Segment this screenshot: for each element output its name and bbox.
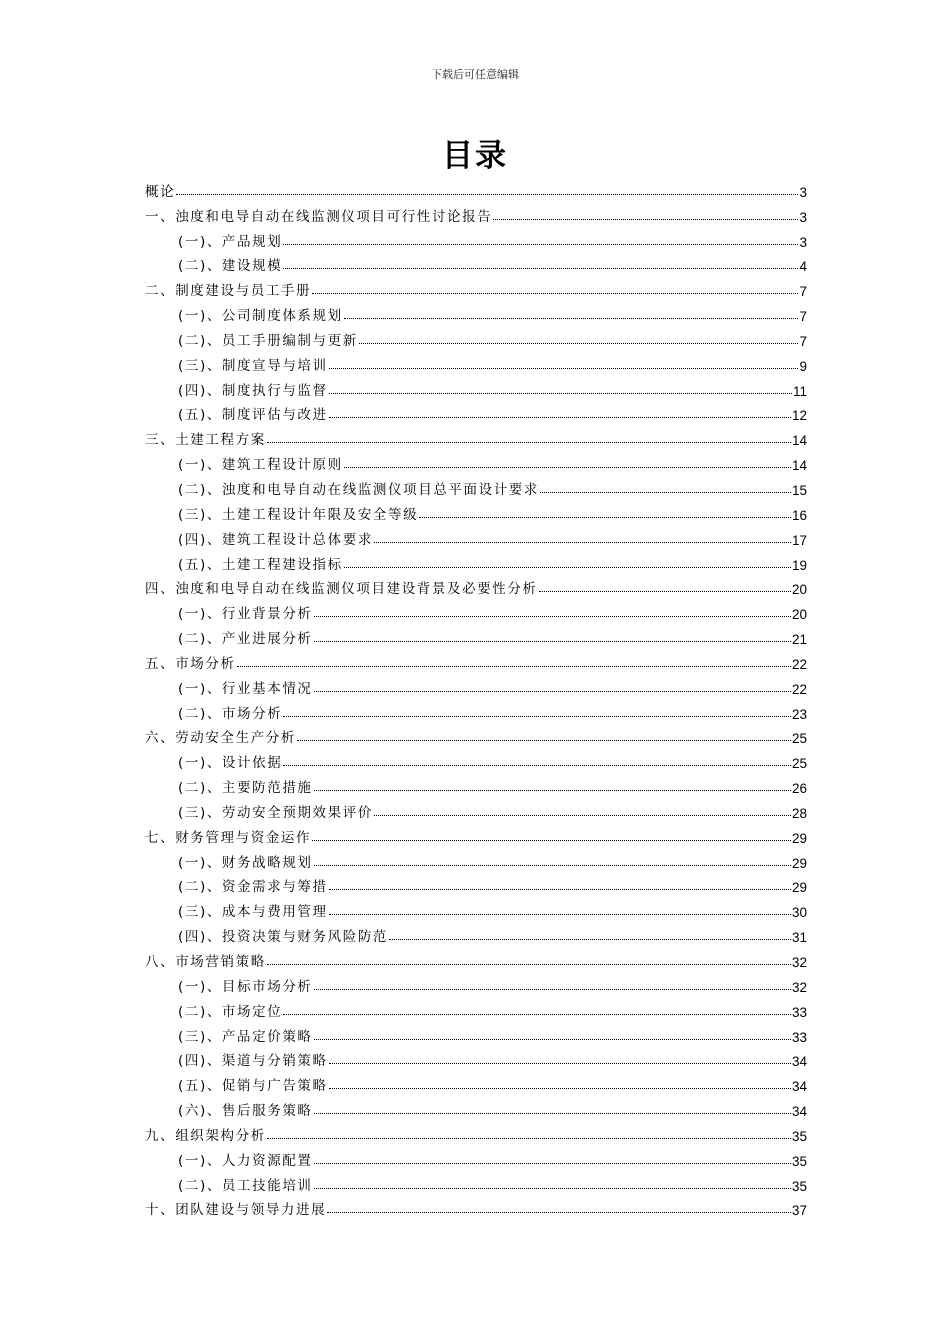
toc-entry[interactable]	[145, 1045, 807, 1070]
toc-leader-dots	[267, 964, 791, 965]
toc-entry-title: (三)、土建工程设计年限及安全等级	[178, 506, 419, 523]
toc-entry-title: (三)、制度宣导与培训	[178, 357, 328, 374]
toc-entry-title: (四)、制度执行与监督	[178, 382, 328, 399]
toc-entry[interactable]	[145, 349, 807, 374]
toc-entry[interactable]	[145, 374, 807, 399]
toc-page-number: 7	[799, 333, 807, 349]
toc-entry-title: (一)、设计依据	[178, 755, 283, 772]
toc-entry-title: (五)、促销与广告策略	[178, 1078, 328, 1095]
toc-page-number: 14	[791, 458, 807, 474]
toc-page-number: 23	[791, 706, 807, 722]
toc-leader-dots	[283, 1014, 791, 1015]
toc-leader-dots	[374, 815, 791, 816]
toc-entry-title: (一)、行业基本情况	[178, 680, 313, 697]
toc-entry-title: (二)、主要防范措施	[178, 780, 313, 797]
toc-page-number: 30	[791, 905, 807, 921]
toc-leader-dots	[539, 591, 791, 592]
toc-page-number: 32	[791, 979, 807, 995]
toc-entry[interactable]	[145, 796, 807, 821]
toc-entry[interactable]	[145, 250, 807, 275]
toc-page-number: 34	[791, 1079, 807, 1095]
toc-leader-dots	[237, 666, 791, 667]
toc-entry[interactable]	[145, 895, 807, 920]
toc-leader-dots	[540, 492, 791, 493]
toc-page-number: 7	[799, 284, 807, 300]
toc-entry-title: (四)、渠道与分销策略	[178, 1053, 328, 1070]
toc-entry-title: 三、土建工程方案	[145, 432, 266, 449]
toc-entry[interactable]	[145, 1194, 807, 1219]
toc-page-number: 29	[791, 855, 807, 871]
toc-entry[interactable]	[145, 1020, 807, 1045]
toc-entry-title: (二)、员工技能培训	[178, 1177, 313, 1194]
toc-entry[interactable]	[145, 1069, 807, 1094]
toc-leader-dots	[312, 293, 798, 294]
toc-entry-title: 七、财务管理与资金运作	[145, 829, 312, 846]
toc-leader-dots	[267, 1138, 791, 1139]
toc-entry[interactable]	[145, 1094, 807, 1119]
toc-leader-dots	[314, 790, 791, 791]
toc-entry-title: (二)、市场分析	[178, 705, 283, 722]
toc-entry-title: 概论	[145, 183, 176, 200]
page-title: 目录	[442, 138, 508, 174]
toc-entry-title: 八、市场营销策略	[145, 954, 266, 970]
toc-entry[interactable]	[145, 597, 807, 622]
toc-leader-dots	[314, 641, 791, 642]
toc-page-number: 22	[791, 656, 807, 672]
toc-entry[interactable]	[145, 970, 807, 995]
toc-page-number: 16	[791, 507, 807, 523]
toc-page-number: 20	[791, 582, 807, 598]
toc-leader-dots	[329, 368, 799, 369]
toc-entry[interactable]	[145, 423, 807, 448]
toc-entry-title: (一)、建筑工程设计原则	[178, 457, 343, 474]
toc-leader-dots	[314, 691, 791, 692]
toc-leader-dots	[329, 417, 791, 418]
toc-leader-dots	[267, 442, 791, 443]
toc-leader-dots	[389, 939, 791, 940]
toc-page-number: 17	[791, 532, 807, 548]
toc-entry[interactable]	[145, 299, 807, 324]
toc-entry[interactable]	[145, 722, 807, 747]
toc-entry-title: (一)、目标市场分析	[178, 978, 313, 995]
toc-entry[interactable]	[145, 1144, 807, 1169]
toc-entry[interactable]	[145, 225, 807, 250]
toc-page-number: 25	[791, 756, 807, 772]
toc-page-number: 21	[791, 632, 807, 648]
toc-entry-title: 五、市场分析	[145, 655, 236, 672]
toc-entry[interactable]	[145, 1169, 807, 1194]
toc-entry[interactable]	[145, 274, 807, 299]
toc-entry-title: (三)、产品定价策略	[178, 1028, 313, 1045]
toc-entry[interactable]	[145, 573, 807, 598]
toc-page-number: 35	[791, 1153, 807, 1169]
toc-entry[interactable]	[145, 821, 807, 846]
toc-page-number: 32	[791, 955, 807, 970]
toc-leader-dots	[329, 914, 791, 915]
toc-page-number: 29	[791, 830, 807, 846]
toc-entry-title: 二、制度建设与员工手册	[145, 283, 312, 300]
toc-entry[interactable]	[145, 746, 807, 771]
toc-entry-title: (四)、投资决策与财务风险防范	[178, 929, 389, 946]
toc-entry[interactable]	[145, 647, 807, 672]
toc-page-number: 12	[791, 408, 807, 424]
toc-entry[interactable]	[145, 622, 807, 647]
toc-entry-title: (二)、产业进展分析	[178, 631, 313, 648]
toc-page-number: 15	[791, 482, 807, 498]
toc-entry-title: (二)、浊度和电导自动在线监测仪项目总平面设计要求	[178, 481, 540, 498]
toc-page-number: 3	[799, 209, 807, 225]
table-of-contents	[145, 175, 807, 1218]
toc-leader-dots	[329, 1088, 791, 1089]
toc-leader-dots	[314, 1039, 791, 1040]
toc-entry[interactable]	[145, 846, 807, 871]
toc-page-number: 4	[799, 259, 807, 275]
toc-leader-dots	[327, 1212, 791, 1213]
toc-page-number: 34	[791, 1104, 807, 1120]
toc-entry-title: 四、浊度和电导自动在线监测仪项目建设背景及必要性分析	[145, 581, 538, 598]
toc-page-number: 14	[791, 433, 807, 449]
toc-page-number: 37	[791, 1203, 807, 1219]
toc-entry[interactable]	[145, 399, 807, 424]
toc-entry[interactable]	[145, 448, 807, 473]
toc-entry-title: (三)、成本与费用管理	[178, 904, 328, 921]
toc-entry-title: (一)、财务战略规划	[178, 854, 313, 871]
toc-page-number: 22	[791, 681, 807, 697]
toc-leader-dots	[297, 740, 791, 741]
toc-leader-dots	[329, 1063, 791, 1064]
toc-entry-title: (二)、资金需求与筹措	[178, 879, 328, 896]
toc-entry-title: (二)、市场定位	[178, 1003, 283, 1020]
toc-page-number: 35	[791, 1128, 807, 1144]
toc-entry[interactable]	[145, 771, 807, 796]
toc-entry-title: 十、团队建设与领导力进展	[145, 1202, 327, 1219]
toc-leader-dots	[344, 318, 799, 319]
toc-entry[interactable]	[145, 473, 807, 498]
toc-entry[interactable]	[145, 175, 807, 200]
toc-entry-title: (一)、人力资源配置	[178, 1152, 313, 1169]
toc-leader-dots	[314, 1113, 791, 1114]
toc-leader-dots	[314, 616, 791, 617]
toc-leader-dots	[283, 716, 791, 717]
toc-entry-title: 一、浊度和电导自动在线监测仪项目可行性讨论报告	[145, 208, 493, 225]
toc-entry[interactable]	[145, 1119, 807, 1144]
toc-entry-title: (一)、产品规划	[178, 233, 283, 250]
toc-leader-dots	[283, 244, 798, 245]
toc-entry[interactable]	[145, 498, 807, 523]
toc-page-number: 9	[799, 358, 807, 374]
toc-leader-dots	[283, 765, 791, 766]
toc-page-number: 26	[791, 781, 807, 797]
toc-entry[interactable]	[145, 324, 807, 349]
toc-page-number: 34	[791, 1054, 807, 1070]
toc-entry[interactable]	[145, 697, 807, 722]
toc-entry-title: (五)、制度评估与改进	[178, 407, 328, 424]
toc-page-number: 11	[792, 383, 807, 399]
toc-entry-title: (六)、售后服务策略	[178, 1103, 313, 1120]
toc-page-number: 25	[791, 731, 807, 747]
toc-entry-title: (三)、劳动安全预期效果评价	[178, 804, 373, 821]
toc-entry[interactable]	[145, 945, 807, 970]
toc-entry-title: (二)、建设规模	[178, 258, 283, 275]
toc-leader-dots	[314, 865, 791, 866]
toc-page-number: 31	[791, 930, 807, 946]
toc-entry[interactable]	[145, 548, 807, 573]
toc-page-number: 7	[799, 309, 807, 325]
toc-entry-title: 六、劳动安全生产分析	[145, 730, 296, 747]
toc-entry-title: (一)、行业背景分析	[178, 606, 313, 623]
toc-leader-dots	[329, 889, 791, 890]
toc-page-number: 3	[799, 234, 807, 250]
toc-entry-title: (五)、土建工程建设指标	[178, 556, 343, 573]
toc-leader-dots	[344, 567, 791, 568]
toc-entry[interactable]	[145, 871, 807, 896]
toc-entry[interactable]	[145, 920, 807, 945]
toc-entry[interactable]	[145, 200, 807, 225]
toc-leader-dots	[314, 1188, 791, 1189]
toc-leader-dots	[493, 219, 798, 220]
toc-page-number: 20	[791, 607, 807, 623]
toc-leader-dots	[176, 194, 798, 195]
toc-entry-title: (四)、建筑工程设计总体要求	[178, 531, 373, 548]
toc-leader-dots	[314, 1163, 791, 1164]
toc-page-number: 28	[791, 805, 807, 821]
toc-leader-dots	[314, 989, 791, 990]
toc-entry[interactable]	[145, 995, 807, 1020]
toc-leader-dots	[283, 268, 798, 269]
toc-page-number: 3	[799, 184, 807, 200]
toc-entry-title: 九、组织架构分析	[145, 1127, 266, 1144]
toc-page-number: 29	[791, 880, 807, 896]
toc-entry[interactable]	[145, 672, 807, 697]
toc-page-number: 33	[791, 1004, 807, 1020]
toc-leader-dots	[374, 542, 791, 543]
toc-page-number: 33	[791, 1029, 807, 1045]
toc-page-number: 35	[791, 1178, 807, 1194]
toc-leader-dots	[419, 517, 791, 518]
toc-leader-dots	[359, 343, 799, 344]
toc-leader-dots	[329, 393, 792, 394]
page-header: 下载后可任意编辑	[431, 68, 519, 81]
toc-entry-title: (一)、公司制度体系规划	[178, 308, 343, 325]
toc-entry-title: (二)、员工手册编制与更新	[178, 332, 358, 349]
toc-entry[interactable]	[145, 523, 807, 548]
toc-page-number: 19	[791, 557, 807, 573]
toc-leader-dots	[312, 840, 791, 841]
toc-leader-dots	[344, 467, 791, 468]
